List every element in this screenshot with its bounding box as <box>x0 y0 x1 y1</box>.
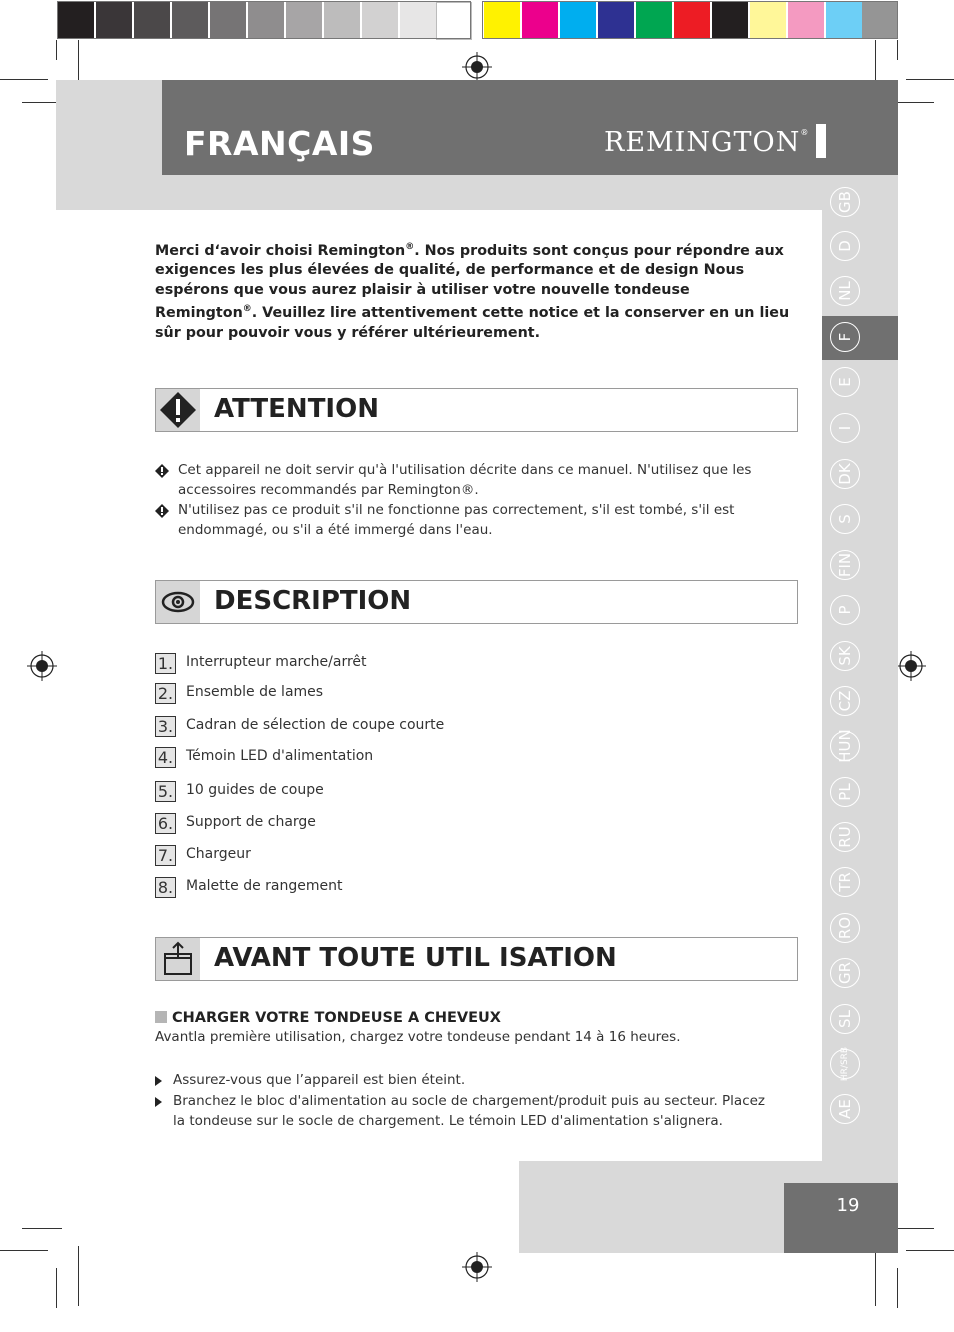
language-label: HR/SRB <box>840 1046 850 1082</box>
language-label: E <box>836 377 854 387</box>
language-tab[interactable] <box>830 276 860 306</box>
crop-mark <box>56 1268 57 1308</box>
language-label: HUN <box>836 729 854 763</box>
brand-logo <box>604 122 826 158</box>
language-tab[interactable] <box>830 777 860 807</box>
crop-mark <box>897 40 898 60</box>
eye-icon <box>156 581 200 623</box>
language-label: D <box>836 240 854 252</box>
item-number: 3. <box>155 716 176 737</box>
registered-mark: ® <box>405 242 415 252</box>
language-label: TR <box>836 872 854 892</box>
language-tab[interactable] <box>830 459 860 489</box>
crop-mark <box>894 1228 934 1229</box>
language-label: RO <box>836 916 854 940</box>
intro-paragraph <box>155 238 790 343</box>
language-label: PL <box>836 783 854 801</box>
registration-mark-icon <box>462 52 492 82</box>
language-label: NL <box>836 281 854 301</box>
language-label: DK <box>836 463 854 485</box>
registered-mark: ® <box>242 304 252 315</box>
avant-title: AVANT TOUTE UTIL ISATION <box>214 943 617 973</box>
crop-mark <box>78 40 79 82</box>
crop-mark <box>906 79 954 80</box>
language-tab[interactable] <box>830 822 860 852</box>
item-label: Témoin LED d'alimentation <box>186 748 374 764</box>
language-tab[interactable] <box>830 322 860 352</box>
charging-paragraph: Avantla première utilisation, chargez votre tondeuse pendant 14 à 16 heures. <box>155 1029 681 1045</box>
step-text: Branchez le bloc d'alimentation au socle de chargement/produit puis au secteur. Placez la tondeuse sur le socle de chargement. Le témoin LED d'alimentation s'alignera. <box>173 1093 766 1129</box>
item-label: Support de charge <box>186 814 316 830</box>
language-label: FIN <box>836 552 854 578</box>
color-bar-frame <box>482 1 898 39</box>
crop-mark <box>22 1228 62 1229</box>
language-tab[interactable] <box>830 686 860 716</box>
brand-name: REMINGTON <box>604 127 801 158</box>
unbox-icon <box>156 938 200 980</box>
language-tab[interactable] <box>830 1004 860 1034</box>
item-label: Malette de rangement <box>186 878 343 894</box>
language-label: F <box>836 332 854 342</box>
description-title: DESCRIPTION <box>214 586 412 616</box>
item-number: 6. <box>155 813 176 834</box>
registration-mark-icon <box>896 651 926 681</box>
crop-mark <box>906 1250 954 1251</box>
crop-mark <box>78 1246 79 1306</box>
intro-text: Merci d‘avoir choisi Remington <box>155 242 406 259</box>
item-number: 2. <box>155 683 176 704</box>
language-label: S <box>836 514 854 524</box>
avant-header <box>155 937 798 981</box>
registration-mark-icon <box>27 651 57 681</box>
arrow-bullet-icon <box>155 1076 162 1086</box>
language-label: SL <box>836 1010 854 1028</box>
language-label: GR <box>836 961 854 985</box>
registration-mark-icon <box>462 1252 492 1282</box>
color-bar-frame <box>57 1 471 39</box>
language-tab[interactable] <box>830 595 860 625</box>
language-tab[interactable] <box>830 958 860 988</box>
page-title: FRANÇAIS <box>184 124 375 163</box>
item-number: 8. <box>155 877 176 898</box>
item-label: Cadran de sélection de coupe courte <box>186 717 445 733</box>
attention-title: ATTENTION <box>214 394 379 424</box>
description-header <box>155 580 798 624</box>
crop-mark <box>897 1268 898 1308</box>
crop-mark <box>875 1246 876 1306</box>
item-label: Chargeur <box>186 846 251 862</box>
crop-mark <box>56 40 57 60</box>
language-tab[interactable] <box>830 231 860 261</box>
item-label: 10 guides de coupe <box>186 782 324 798</box>
crop-mark <box>875 40 876 82</box>
language-tab[interactable] <box>830 1094 860 1124</box>
attention-text: N'utilisez pas ce produit s'il ne fonctionne pas correctement, s'il est tombé, s'il est endommagé, ou s'il a été immergé dans l'eau. <box>178 502 735 538</box>
attention-text: Cet appareil ne doit servir qu'à l'utilisation décrite dans ce manuel. N'utilisez que les accessoires recommandés par Remington®. <box>178 462 752 498</box>
language-tab[interactable] <box>830 413 860 443</box>
language-tab[interactable] <box>830 731 860 761</box>
language-tab[interactable] <box>830 1046 860 1082</box>
item-number: 5. <box>155 781 176 802</box>
language-tab[interactable] <box>830 913 860 943</box>
page-number: 19 <box>836 1195 860 1216</box>
brand-bar <box>816 124 826 158</box>
attention-header <box>155 388 798 432</box>
language-tab[interactable] <box>830 641 860 671</box>
language-label: CZ <box>836 690 854 712</box>
language-tab[interactable] <box>830 504 860 534</box>
crop-mark <box>0 79 48 80</box>
crop-mark <box>0 1250 48 1251</box>
language-label: GB <box>836 191 854 213</box>
intro-text: . Nos produits sont conçus pour répondre aux exigences les plus élevées de qualité, de performance et de design Nous espérons que vous aurez plaisir à utiliser votre nouvelle tondeuse Remington <box>155 242 784 322</box>
subheading-square-icon <box>155 1011 167 1023</box>
warning-bullet-icon <box>155 504 169 518</box>
warning-icon <box>156 389 200 431</box>
page-number-box <box>784 1183 898 1253</box>
language-label: I <box>836 425 854 431</box>
item-number: 7. <box>155 845 176 866</box>
subheading-text: CHARGER VOTRE TONDEUSE A CHEVEUX <box>172 1010 501 1026</box>
arrow-bullet-icon <box>155 1097 162 1107</box>
item-number: 4. <box>155 747 176 768</box>
language-tab[interactable] <box>830 867 860 897</box>
item-number: 1. <box>155 653 176 674</box>
item-label: Ensemble de lames <box>186 684 324 700</box>
language-tab[interactable] <box>830 550 860 580</box>
language-label: RU <box>836 826 854 848</box>
item-label: Interrupteur marche/arrêt <box>186 654 367 670</box>
charging-subheading <box>155 1010 501 1026</box>
step-text: Assurez-vous que l’appareil est bien éteint. <box>173 1072 466 1088</box>
brand-mark: ® <box>800 128 809 137</box>
language-tab[interactable] <box>830 187 860 217</box>
language-label: P <box>836 605 854 615</box>
intro-text: . Veuillez lire attentivement cette notice et la conserver en un lieu sûr pour pouvoir vous y référer ultérieurement. <box>155 305 790 341</box>
crop-mark <box>894 102 934 103</box>
language-label: SK <box>836 646 854 666</box>
warning-bullet-icon <box>155 464 169 478</box>
language-tab[interactable] <box>830 367 860 397</box>
language-label: AE <box>836 1099 854 1119</box>
